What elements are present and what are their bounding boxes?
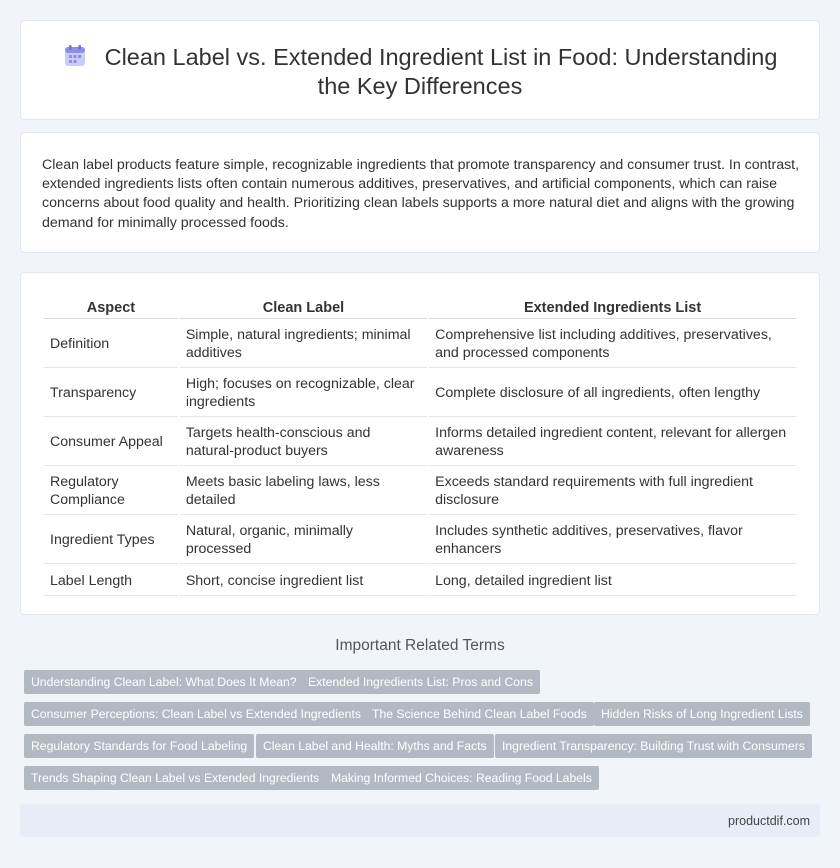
header-extended-list: Extended Ingredients List	[429, 298, 796, 319]
footer-site-link[interactable]: productdif.com	[728, 814, 810, 828]
header-aspect: Aspect	[44, 298, 178, 319]
related-term-link[interactable]: Making Informed Choices: Reading Food Labels	[324, 766, 599, 790]
header-card	[20, 20, 820, 120]
related-term-link[interactable]: Understanding Clean Label: What Does It Mean?	[24, 670, 304, 694]
related-term-link[interactable]: Trends Shaping Clean Label vs Extended Ingredients	[24, 766, 326, 790]
cell-aspect: Label Length	[44, 566, 178, 596]
cell-aspect: Definition	[44, 321, 178, 368]
table-row	[44, 517, 796, 564]
cell-clean-label: Targets health-conscious and natural-product buyers	[180, 419, 427, 466]
cell-clean-label: Natural, organic, minimally processed	[180, 517, 427, 564]
cell-aspect: Consumer Appeal	[44, 419, 178, 466]
related-term-link[interactable]: Hidden Risks of Long Ingredient Lists	[594, 702, 810, 726]
related-term-link[interactable]: The Science Behind Clean Label Foods	[365, 702, 594, 726]
cell-extended-list: Complete disclosure of all ingredients, often lengthy	[429, 370, 796, 417]
cell-aspect: Ingredient Types	[44, 517, 178, 564]
footer	[20, 804, 820, 837]
cell-clean-label: Meets basic labeling laws, less detailed	[180, 468, 427, 515]
cell-clean-label: High; focuses on recognizable, clear ingredients	[180, 370, 427, 417]
comparison-table	[42, 296, 798, 598]
related-terms-title: Important Related Terms	[335, 637, 505, 654]
related-term-link[interactable]: Clean Label and Health: Myths and Facts	[256, 734, 494, 758]
related-term-link[interactable]: Extended Ingredients List: Pros and Cons	[301, 670, 540, 694]
comparison-table-card	[20, 272, 820, 615]
cell-extended-list: Long, detailed ingredient list	[429, 566, 796, 596]
cell-extended-list: Exceeds standard requirements with full ingredient disclosure	[429, 468, 796, 515]
summary-text: Clean label products feature simple, recognizable ingredients that promote transparency and consumer trust. In contrast, extended ingredients lists often contain numerous additives, preservatives, and artificial components, which can raise concerns about food quality and health. Prioritizing clean labels supports a more natural diet and aligns with the growing demand for minimally processed foods.	[42, 157, 800, 231]
header-clean-label: Clean Label	[180, 298, 427, 319]
table-row	[44, 566, 796, 596]
table-row	[44, 468, 796, 515]
cell-clean-label: Simple, natural ingredients; minimal additives	[180, 321, 427, 368]
cell-aspect: Transparency	[44, 370, 178, 417]
cell-aspect: Regulatory Compliance	[44, 468, 178, 515]
table-row	[44, 370, 796, 417]
related-term-link[interactable]: Consumer Perceptions: Clean Label vs Extended Ingredients	[24, 702, 368, 726]
cell-extended-list: Informs detailed ingredient content, relevant for allergen awareness	[429, 419, 796, 466]
table-row	[44, 419, 796, 466]
cell-extended-list: Includes synthetic additives, preservatives, flavor enhancers	[429, 517, 796, 564]
page-title-wrap	[21, 43, 819, 101]
cell-extended-list: Comprehensive list including additives, preservatives, and processed components	[429, 321, 796, 368]
related-term-link[interactable]: Regulatory Standards for Food Labeling	[24, 734, 254, 758]
table-row	[44, 321, 796, 368]
cell-clean-label: Short, concise ingredient list	[180, 566, 427, 596]
related-term-link[interactable]: Ingredient Transparency: Building Trust with Consumers	[495, 734, 812, 758]
page-title: Clean Label vs. Extended Ingredient List in Food: Understanding the Key Differences	[104, 44, 778, 99]
table-header-row	[44, 298, 796, 319]
summary-card	[20, 132, 820, 253]
calendar-icon	[63, 44, 87, 68]
